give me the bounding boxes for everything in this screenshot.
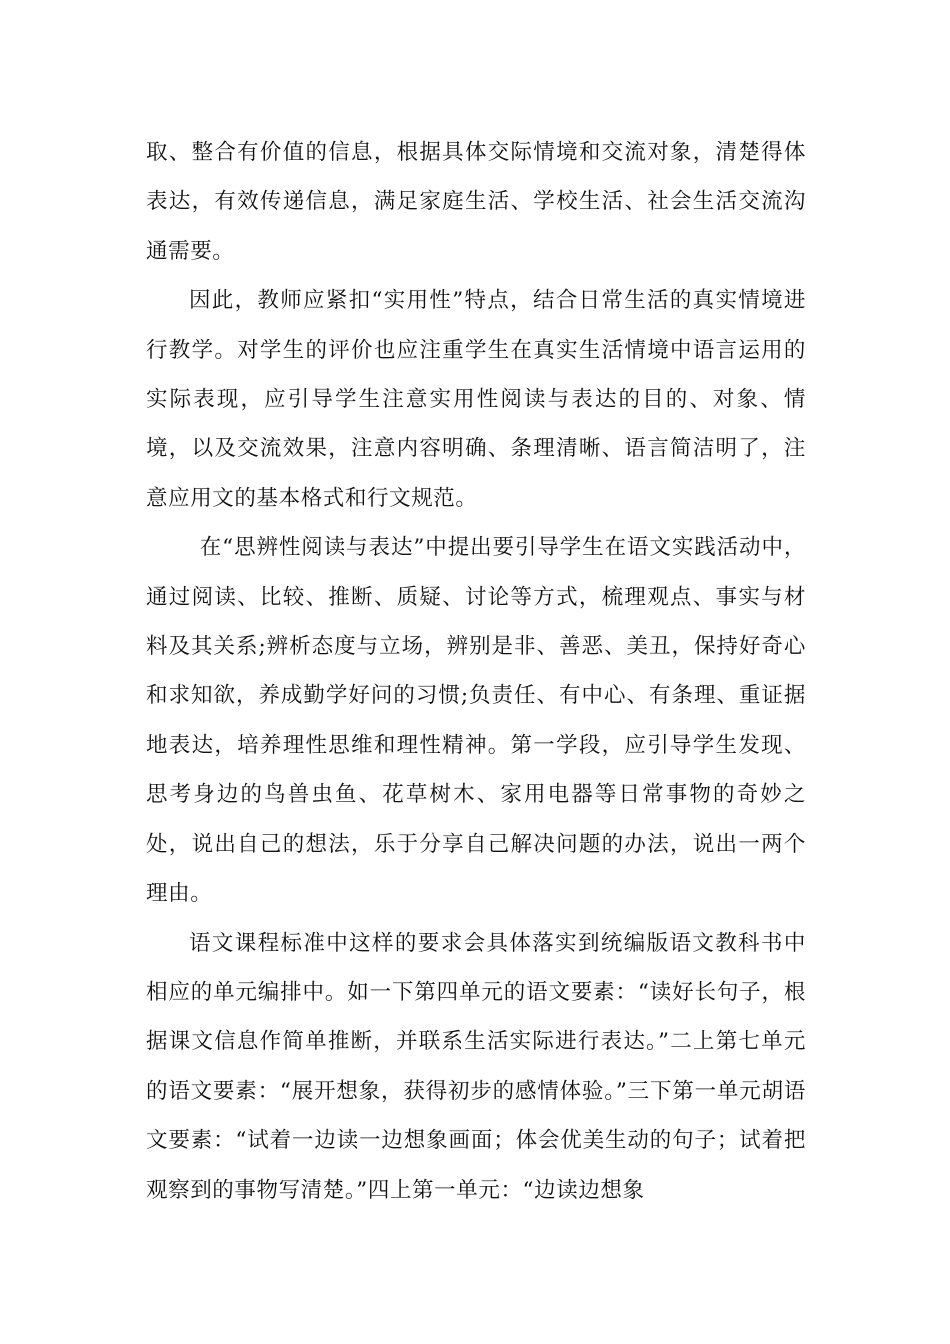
paragraph-continuation: 取、整合有价值的信息，根据具体交际情境和交流对象，清楚得体表达，有效传递信息，满足家庭生活、学校生活、社会生活交流沟通需要。 [146, 140, 806, 264]
document-body [146, 128, 806, 1215]
paragraph-practical-reading: 因此，教师应紧扣“实用性”特点，结合日常生活的真实情境进行教学。对学生的评价也应注重学生在真实生活情境中语言运用的实际表现，应引导学生注意实用性阅读与表达的目的、对象、情境，以及交流效果，注意内容明确、条理清晰、语言简洁明了，注意应用文的基本格式和行文规范。 [146, 288, 806, 511]
paragraph-critical-reading: 在“思辨性阅读与表达”中提出要引导学生在语文实践活动中，通过阅读、比较、推断、质疑、讨论等方式，梳理观点、事实与材料及其关系;辨析态度与立场，辨别是非、善恶、美丑，保持好奇心和求知欲，养成勤学好问的习惯;负责任、有中心、有条理、重证据地表达，培养理性思维和理性精神。第一学段，应引导学生发现、思考身边的鸟兽虫鱼、花草树木、家用电器等日常事物的奇妙之处，说出自己的想法，乐于分享自己解决问题的办法，说出一两个理由。 [146, 535, 806, 907]
paragraph-curriculum-standards: 语文课程标准中这样的要求会具体落实到统编版语文教科书中相应的单元编排中。如一下第四单元的语文要素：“读好长句子，根据课文信息作简单推断，并联系生活实际进行表达。”二上第七单元的语文要素：“展开想象，获得初步的感情体验。”三下第一单元胡语文要素：“试着一边读一边想象画面；体会优美生动的句子；试着把观察到的事物写清楚。”四上第一单元：“边读边想象 [146, 930, 806, 1203]
